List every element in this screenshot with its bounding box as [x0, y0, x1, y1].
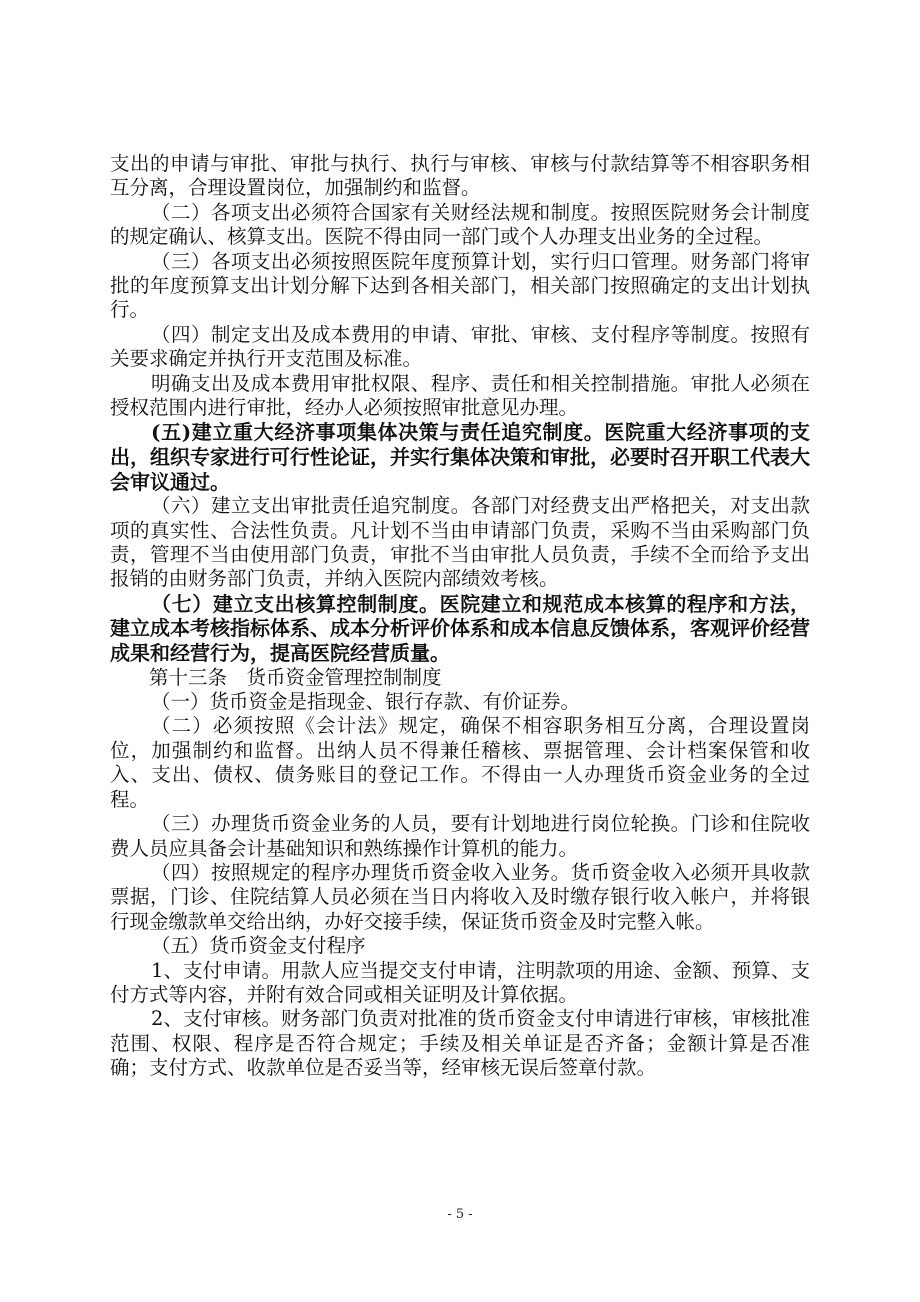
paragraph-12: （三）办理货币资金业务的人员，要有计划地进行岗位轮换。门诊和住院收费人员应具备会计基础知识和熟练操作计算机的能力。	[110, 812, 810, 860]
paragraph-14: （五）货币资金支付程序	[151, 934, 366, 958]
paragraph-8-bold: （七）建立支出核算控制制度。医院建立和规范成本核算的程序和方法，建立成本考核指标体系、成本分析评价体系和成本信息反馈体系，客观评价经营成果和经营行为，提高医院经营质量。	[110, 591, 810, 666]
paragraph-4: （四）制定支出及成本费用的申请、审批、审核、支付程序等制度。按照有关要求确定并执行开支范围及标准。	[110, 322, 810, 371]
paragraph-10: （一）货币资金是指现金、银行存款、有价证券。	[151, 690, 581, 714]
paragraph-5: 明确支出及成本费用审批权限、程序、责任和相关控制措施。审批人必须在授权范围内进行审批，经办人必须按照审批意见办理。	[110, 371, 810, 420]
paragraph-11: （二）必须按照《会计法》规定，确保不相容职务相互分离，合理设置岗位，加强制约和监督。出纳人员不得兼任稽核、票据管理、会计档案保管和收入、支出、债权、债务账目的登记工作。不得由一人办理货币资金业务的全过程。	[110, 714, 810, 811]
document-body	[110, 152, 810, 1081]
paragraph-16: 2、支付审核。财务部门负责对批准的货币资金支付申请进行审核，审核批准范围、权限、程序是否符合规定；手续及相关单证是否齐备；金额计算是否准确；支付方式、收款单位是否妥当等，经审核无误后签章付款。	[110, 1007, 810, 1080]
paragraph-6-bold: (五)建立重大经济事项集体决策与责任追究制度。医院重大经济事项的支出，组织专家进行可行性论证，并实行集体决策和审批，必要时召开职工代表大会审议通过。	[110, 420, 810, 494]
paragraph-3: （三）各项支出必须按照医院年度预算计划，实行归口管理。财务部门将审批的年度预算支出计划分解下达到各相关部门，相关部门按照确定的支出计划执行。	[110, 249, 810, 322]
page-number: - 5 -	[447, 1207, 473, 1222]
paragraph-7: （六）建立支出审批责任追究制度。各部门对经费支出严格把关，对支出款项的真实性、合法性负责。凡计划不当由申请部门负责，采购不当由采购部门负责，管理不当由使用部门负责，审批不当由审批人员负责，手续不全而给予支出报销的由财务部门负责，并纳入医院内部绩效考核。	[110, 494, 810, 591]
article-heading: 第十三条 货币资金管理控制制度	[149, 665, 442, 689]
paragraph-1: 支出的申请与审批、审批与执行、执行与审核、审核与付款结算等不相容职务相互分离，合理设置岗位，加强制约和监督。	[110, 152, 810, 200]
paragraph-2: （二）各项支出必须符合国家有关财经法规和制度。按照医院财务会计制度的规定确认、核算支出。医院不得由同一部门或个人办理支出业务的全过程。	[110, 200, 810, 249]
paragraph-15: 1、支付申请。用款人应当提交支付申请，注明款项的用途、金额、预算、支付方式等内容，并附有效合同或相关证明及计算依据。	[110, 958, 810, 1006]
paragraph-13: （四）按照规定的程序办理货币资金收入业务。货币资金收入必须开具收款票据，门诊、住院结算人员必须在当日内将收入及时缴存银行收入帐户，并将银行现金缴款单交给出纳，办好交接手续，保证货币资金及时完整入帐。	[110, 860, 810, 933]
